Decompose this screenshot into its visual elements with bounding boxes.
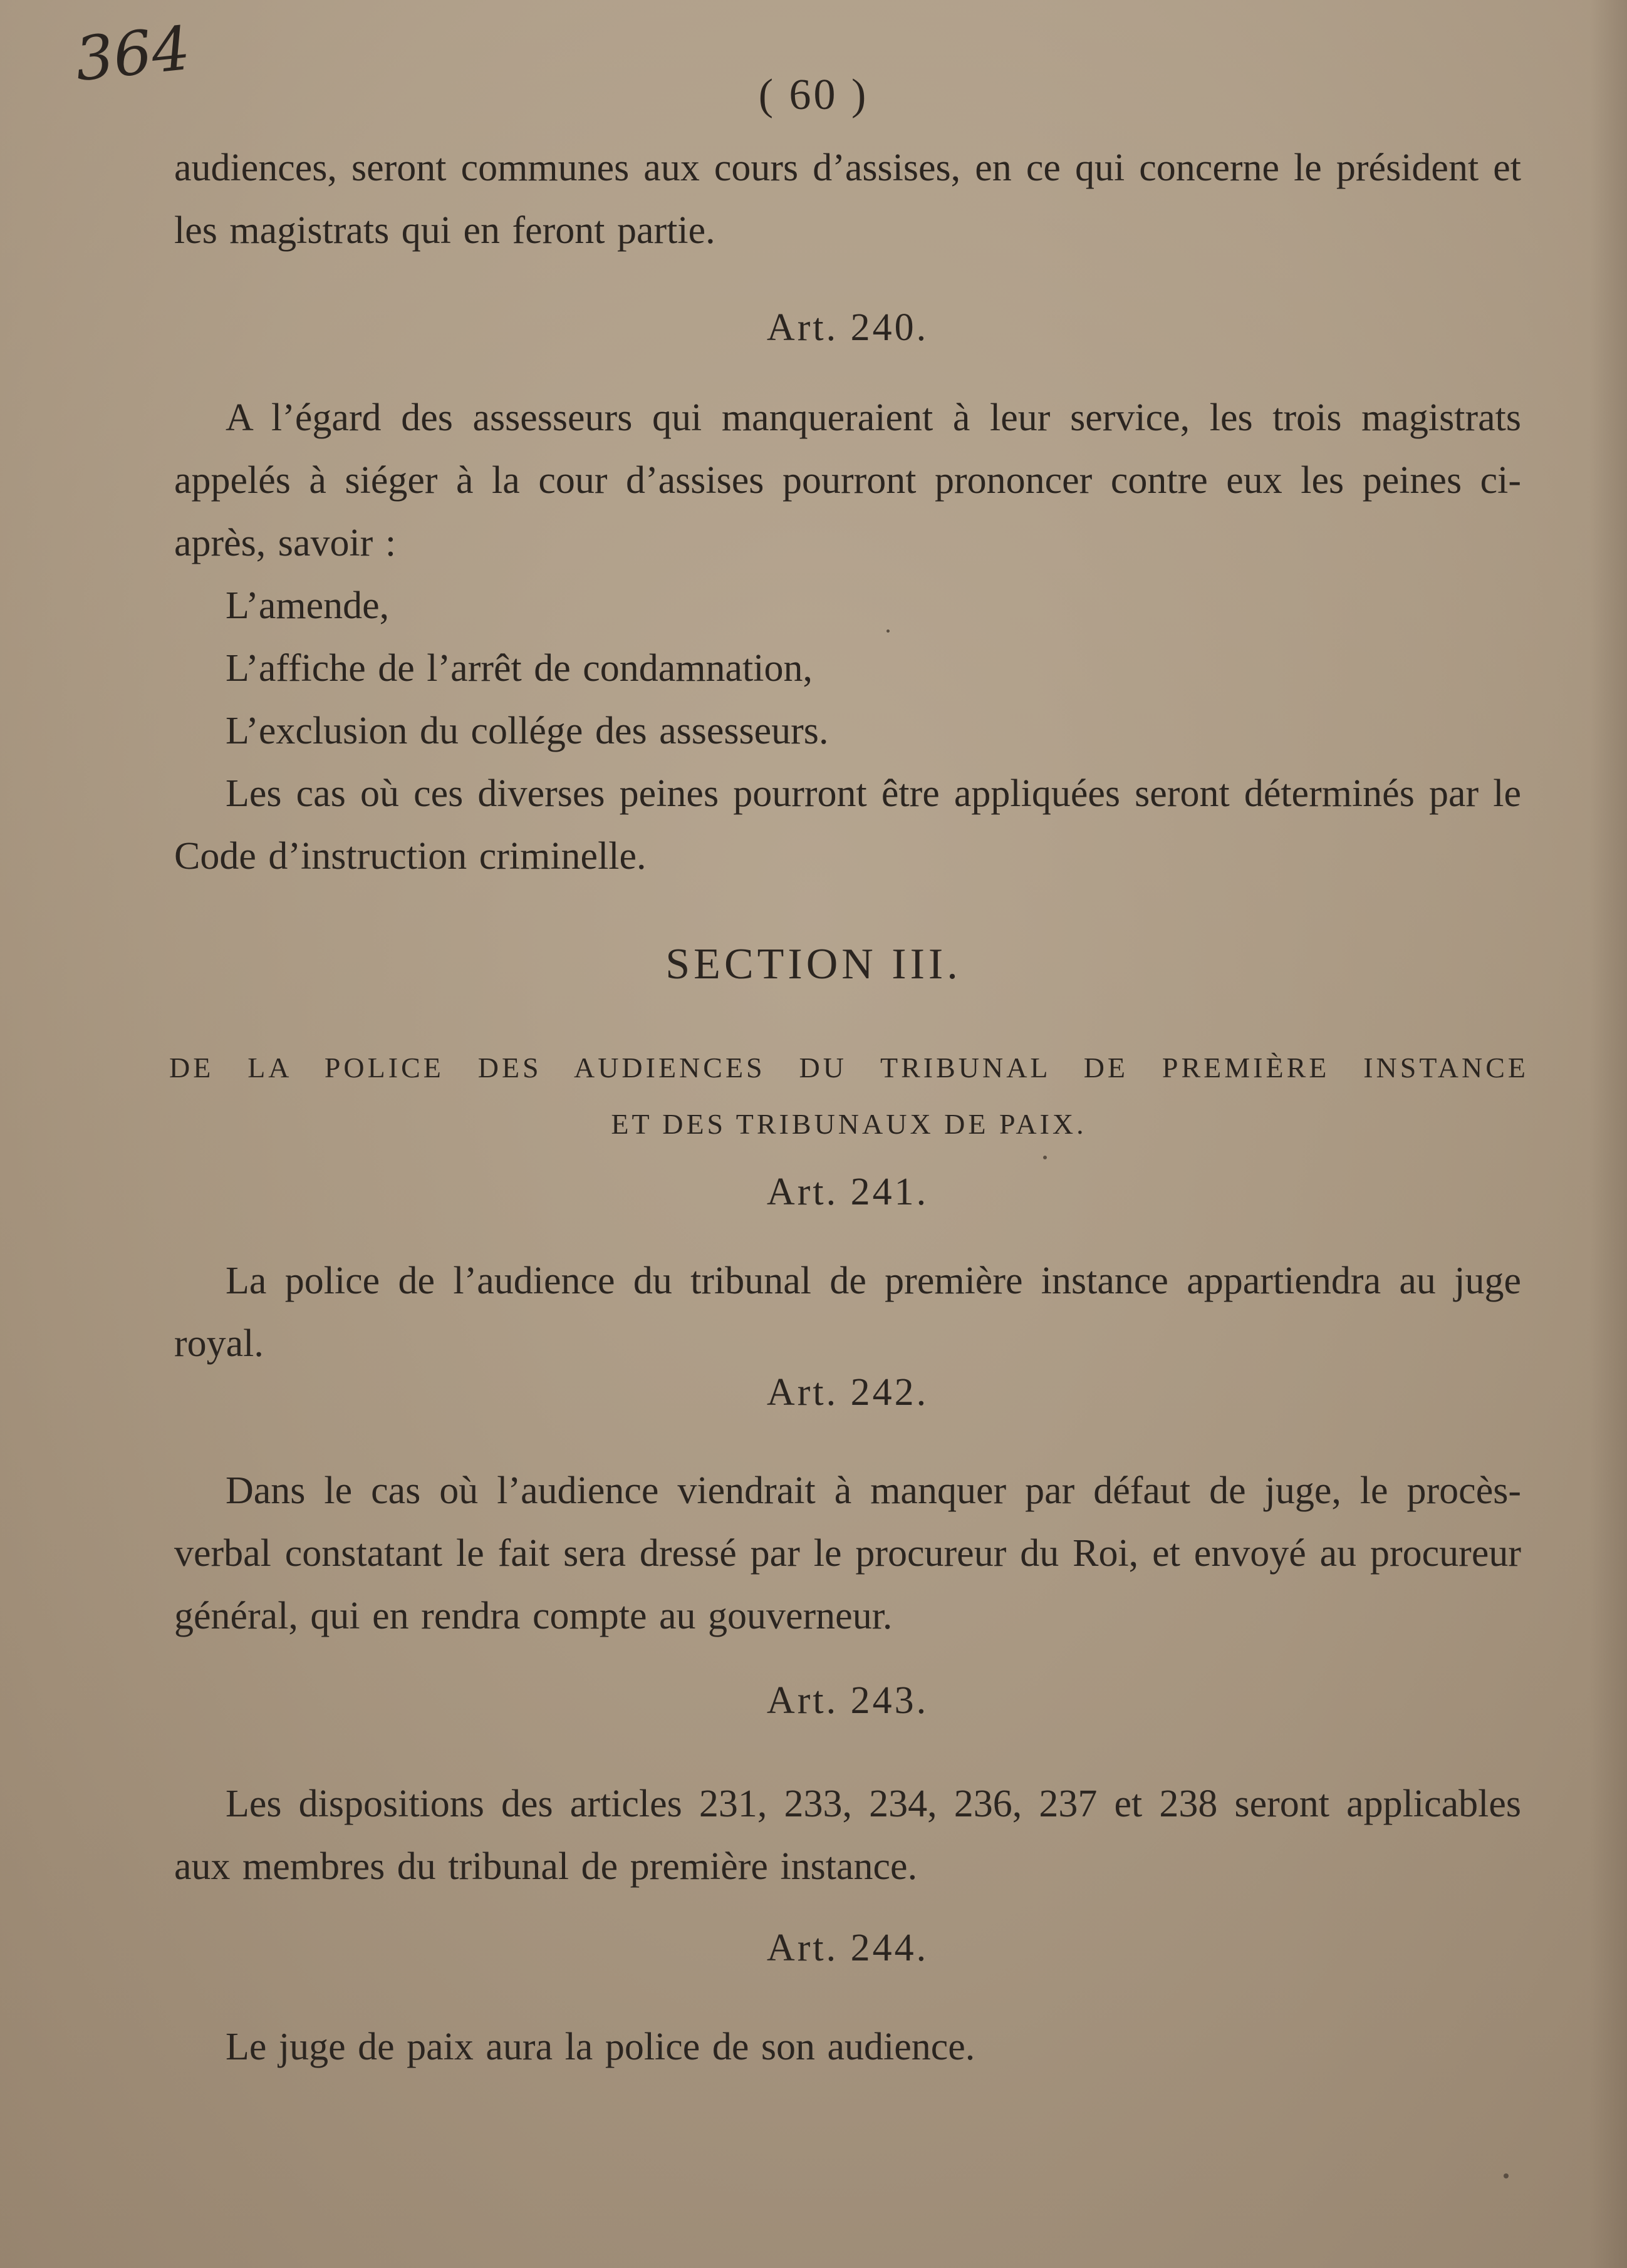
page-number: ( 60 ) (758, 71, 869, 119)
article-244-body (174, 2016, 1521, 2078)
article-242-body (174, 1459, 1521, 1647)
article-240-paragraph-1: A l’égard des assesseurs qui manqueraient à leur service, les trois magistrats appelés à siéger à la cour d’assises pourront prononcer contre eux les peines ci-après, savoir : (174, 396, 1521, 564)
article-241-heading: Art. 241. (766, 1171, 929, 1213)
paper-speck (1504, 2173, 1509, 2178)
article-243-heading: Art. 243. (766, 1679, 929, 1722)
article-241-body (174, 1250, 1521, 1375)
article-244-heading: Art. 244. (766, 1927, 929, 1969)
continuation-text: audiences, seront communes aux cours d’assises, en ce qui concerne le président et les magistrats qui en feront partie. (174, 147, 1521, 252)
section-subtitle-line-2: ET DES TRIBUNAUX DE PAIX. (611, 1108, 1087, 1140)
article-242-paragraph: Dans le cas où l’audience viendrait à manquer par défaut de juge, le procès-verbal constatant le fait sera dressé par le procureur du Roi, et envoyé au procureur général, qui en rendra compte au gouverneur. (174, 1469, 1521, 1637)
section-title: SECTION III. (665, 940, 962, 988)
article-243-body (174, 1773, 1521, 1898)
article-240-item-amende: L’amende, (226, 584, 390, 627)
paper-speck (886, 629, 890, 633)
article-244-paragraph: Le juge de paix aura la police de son audience. (226, 2026, 975, 2068)
section-subtitle (169, 1040, 1529, 1152)
continuation-paragraph (174, 137, 1521, 262)
article-240-body (174, 386, 1521, 888)
article-241-paragraph: La police de l’audience du tribunal de première instance appartiendra au juge royal. (174, 1260, 1521, 1365)
article-240-paragraph-2: Les cas où ces diverses peines pourront être appliquées seront déterminés par le Code d’instruction criminelle. (174, 772, 1521, 878)
handwritten-page-annotation: 364 (71, 13, 194, 95)
section-subtitle-line-1: DE LA POLICE DES AUDIENCES DU TRIBUNAL DE PREMIÈRE INSTANCE (169, 1052, 1529, 1084)
article-240-item-exclusion: L’exclusion du collége des assesseurs. (226, 710, 829, 752)
article-240-heading: Art. 240. (766, 306, 929, 349)
article-242-heading: Art. 242. (766, 1371, 929, 1414)
article-243-paragraph: Les dispositions des articles 231, 233, 234, 236, 237 et 238 seront applicables aux membres du tribunal de première instance. (174, 1783, 1521, 1888)
article-240-item-affiche: L’affiche de l’arrêt de condamnation, (226, 647, 813, 690)
paper-speck (1043, 1156, 1047, 1159)
